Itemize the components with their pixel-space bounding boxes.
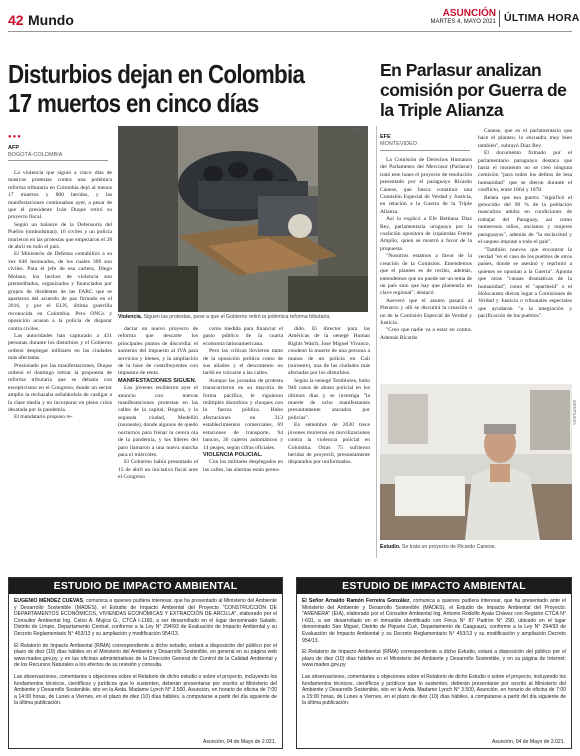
main-col2-paragraph: El Gobierno había presentado el 15 de abril un iniciativa fiscal ante el Congreso	[118, 459, 198, 481]
notice-2-paragraph-2: El Relatorio de Impacto Ambiental (RIMA) correspondiente a dicho Estudio, estará a disposición del público por el plazo de diez (10) días hábiles en el Ministerio del Ambiente y Desarrollo Sostenible, y en su página de Internet: www.mades.gov.py	[302, 649, 566, 669]
notice-1	[8, 577, 283, 749]
main-col4-paragraph: dido. El director para las Américas de la oenegé Human Rights Watch, José Miguel Vivanco, condenó la muerte de una persona a manos de un policía en Cali (suroeste), una de las ciudades más afectadas por los disturbios.	[288, 326, 370, 377]
main-col3-paragraph: Pero las críticas llovieron tanto de la oposición política como de sus aliados y el descontento no tardó en volcarse a las calles.	[203, 348, 283, 377]
notice-2-footer: Asunción, 04 de Mayo de 2.021.	[491, 739, 565, 745]
side-col2-paragraph: Relata que esa guerra "significó el genocidio del 90 % de la población masculina adulta en condiciones de trabajar del Paraguay, así como numerosos niños, ancianos y mujeres paraguayos", además de "la esclavitud y el saqueo impune a todo el país".	[478, 194, 572, 246]
main-col3-paragraph: como medida para financiar el gasto público de la cuarta economía latinoamericana.	[203, 326, 283, 347]
main-col4-paragraph: Según la oenegé Temblores, hubo 940 casos de abuso policial en los últimos días y se investiga "la muerte de ocho manifestantes presuntamente atacados por policías".	[288, 377, 370, 421]
main-col3-subheading: VIOLENCIA POLICIAL.	[203, 451, 263, 458]
side-col2-paragraph: Canese, que es el parlamentario que hace el planteo, lo encuadra muy bien también", subrayó Díaz Rey.	[478, 128, 572, 149]
side-col2-paragraph: "También nuevos que encontrar la verdad "en el caso de los pueblos de otros países, donde se asesinó y reprimió a quienes se oponían a la Guerra". Apunta que otras "causas dramáticas de la humanidad", como el "apartheid" o el Holocausto dieron lugar a Comisiones de Verdad y Justicia o tribunales especiales que ayudaron "a la integración y pacificación de los pueblos".	[478, 246, 572, 320]
side-col2-paragraph: El documento firmado por el parlamentario paraguayo destaca que hasta el momento no se creó ninguna comisión "para todos los delitos de lesa humanidad" que se dieron durante el conflicto, entre 1864 y 1870.	[478, 150, 572, 194]
notice-1-paragraph-1: , comunica a quienes pudiera interesar, que ha presentado al Ministerio del Ambiente y Desarrollo Sostenible (MADES), el Estudio de Impacto Ambiental del Proyecto "CONSTRUCCIÓN DE DEPARTAMENTOS ECONÓMICOS, VIVIENDAS ECONÓMICAS Y EXTRACCIÓN DE ARCILLA", elaborado por el Consultor Ambiental Ing. Celso A. Mujica G., CTCA I-1160, a ser desarrollado en el lugar denominado Salado, Distrito de Limpio, Departamento Central, conforme a la Ley N° 294/93 de Evaluación de Impacto Ambiental y su Decreto Reglamentario N° 453/13 y su ampliación y modificación 954/13.	[14, 598, 277, 637]
main-byline-agency: AFP	[8, 145, 19, 151]
portrait-caption-lead: Estudio.	[380, 544, 401, 550]
main-col3-paragraph: Aunque las jornadas de protesta transcurrieron en su mayoría de forma pacífica, le siguieron múltiples disturbios y choques con la fuerza pública. Hubo afectaciones en 313 establecimientos comerciales, 69 estaciones de transporte, 94 bancos, 36 cajeros automáticos y 14 peajes, según cifras oficiales.	[203, 377, 283, 451]
side-col1-paragraph: Así lo explicó a Efe Bettiana Díaz Rey, parlamentaria uruguaya por la coalición opositora de izquierdas Frente Amplio, quien se mostró a favor de la propuesta.	[380, 216, 472, 252]
portrait-credit: GENTILEZA	[572, 400, 577, 426]
notice-2-heading: ESTUDIO DE IMPACTO AMBIENTAL	[297, 578, 571, 594]
caption-text: Siguen las protestas, pese a que el Gobierno retiró la polémica reforma tributaria.	[142, 314, 331, 320]
main-col1-paragraph: El mandatario propuso re-	[14, 414, 73, 421]
main-col1-paragraph: Presionado por las manifestaciones, Duque ordenó el domingo retirar la propuesta de reforma tributaria que se debatía con escepticismo en el Congreso, donde un sector amplio la rechazaba señalándola de castigar a la clase media y no incorporar en pleno crisis desatada por la pandemia.	[8, 362, 112, 413]
main-column-4	[288, 326, 370, 467]
column-rule	[376, 126, 377, 558]
photo-credit: EFE	[355, 127, 364, 132]
photo-caption	[118, 314, 370, 320]
notice-2-body	[297, 594, 571, 716]
main-col1-paragraph: Las autoridades han capturado a 431 personas durante los disturbios y el Gobierno ordenó desplegar militares en las ciudades más afectadas.	[8, 332, 112, 362]
issue-date: MARTES 4, MAYO 2021	[430, 19, 496, 25]
main-col1-paragraph: Según un balance de la Defensoría del Pueblo (ombudsman), 16 civiles y un policía murieron en las protestas que empezaron el 28 de abril en todo el país.	[8, 221, 112, 251]
main-headline: Disturbios dejan en Colombia 17 muertos en cinco días	[8, 59, 305, 118]
notice-2-paragraph-3: Las observaciones, comentarios u objeciones sobre el Relatorio de dicho Estudio o sobre el proyecto, incluyendo los fundamentos técnicos, científicos y jurídicos que lo sustenten, deberán presentarse por escrito al Ministerio del Ambiente y Desarrollo Sostenible, sito en la Avda. Madame Lynch N° 3.500, Asunción, en horario de oficina de 7:00 a 15:00 horas, de Lunes a Viernes, en el plazo de diez (10) días hábiles, a computarse a partir del día siguiente de la última publicación.	[302, 673, 566, 707]
main-col1-paragraph: La violencia que siguió a cinco días de masivas protestas contra una polémica reforma tributaria en Colombia dejó al menos 17 muertos y 800 heridos, y las manifestaciones continuaban ayer, a pesar de que el presidente Iván Duque retiró su proyecto fiscal.	[8, 170, 112, 221]
portrait-caption-text: Se trata un proyecto de Ricardo Canese.	[400, 544, 496, 550]
notice-1-footer: Asunción, 04 de Mayo de 2.021.	[202, 739, 276, 745]
page-number: 42	[8, 12, 24, 28]
main-column-2	[118, 326, 198, 482]
side-headline: En Parlasur analizan comisión por Guerra de la Triple Alianza	[380, 60, 567, 120]
page-header	[0, 0, 580, 34]
main-col2-subheading: MANIFESTACIONES SIGUEN.	[118, 377, 197, 384]
side-byline-rule	[380, 150, 470, 151]
main-col4-paragraph: En setiembre de 2020 trece jóvenes murieron en movilizaciones contra la violencia policial en Colombia. Otras 75 sufrieron heridas de proyectil, presuntamente disparados por uniformados.	[288, 422, 370, 466]
notice-2-paragraph-1: , comunica a quienes pudiera interesar, que ha presentado ante el Ministerio del Ambiente y Desarrollo Sostenible (MADES), el Estudio de Impacto Ambiental del Proyecto: "ARENERA" (EIA), elaborado por el Consultor Ambiental Ing. Antonio Rodolfo Ayala Chávez con Registro CTCA N° I-691, a ser desarrollado en el inmueble identificado con Finca N° 87 Padrón N° 290, ubicado en el lugar denominado San Miguel, Distrito de Piquete Cué, Departamento de Caaguazú, conforme a la Ley N° 294/93 de Evaluación de Impacto Ambiental y su Decreto Reglamentario N° 453/13 y su modificación y ampliación Decreto 954/13.	[302, 598, 566, 644]
side-column-2	[478, 128, 572, 321]
portrait-photo-graphic	[380, 384, 572, 540]
main-col1-paragraph: El Ministerio de Defensa contabilizó a su vez 846 lesionados, de los cuales 306 son civiles. Para el jefe de esa cartera, Diego Molano, los hechos de violencia son premeditados, organizados y financiados por grupos de disidentes de las FARC que se apartaron del acuerdo de paz firmado en el 2016, y por el ELN, última guerrilla reconocida en Colombia. Pero ONGs y oposición acusan a la policía de disparar contra civiles.	[8, 251, 112, 332]
main-column-1	[8, 170, 112, 422]
main-column-3	[203, 326, 283, 474]
side-column-1	[380, 157, 472, 342]
portrait-caption	[380, 544, 572, 550]
main-col2-paragraph: dactar un nuevo proyecto de reforma que descarte los principales puntos de discordia: el aumento del impuesto al IVA para servicios y bienes, y la ampliación de la base de contribuyentes con impuesto de renta.	[118, 326, 198, 377]
caption-lead: Violencia.	[118, 314, 143, 320]
byline-rule	[8, 160, 108, 161]
side-col1-paragraph: La Comisión de Derechos Humanos del Parlamento del Mercosur (Parlasur) trató este lunes el proyecto de resolución presentado por el paraguayo Ricardo Canese, que busca constituir una Comisión Especial de Verdad y Justicia, en relación a la Guerra de la Triple Alianza.	[380, 157, 472, 215]
notice-1-paragraph-2: El Relatorio de Impacto Ambiental (RIMA) correspondiente a dicho estudio, estará a disposición del público por el plazo de diez (10) días hábiles en el Ministerio del Ambiente y Desarrollo Sostenible, en general en su página web www.mades.gov.py, y en las oficinas administrativas de la Dirección General de Control de la Calidad Ambiental y de los Recursos Naturales a los efectos de su revisión y consulta.	[14, 642, 277, 669]
section-name: Mundo	[28, 12, 74, 28]
main-byline-place: BOGOTÁ-COLOMBIA	[8, 152, 63, 158]
header-tag: ÚLTIMA HORA	[504, 12, 580, 24]
side-col1-paragraph: "Creo que nadie va a estar en contra. Además Ricardo	[380, 327, 472, 341]
main-col2-paragraph: Los jóvenes recibieron ayer el anuncio con nuevas manifestaciones protestan en las calles de la capital, Bogotá, y la segunda ciudad, Medellín (noroeste), donde algunos de quedó nocturnos para frenar la cerera ola de la pandemia, y los líderes del paro llamaron a una nueva marcha para el miércoles.	[118, 385, 198, 458]
header-rule	[8, 31, 572, 32]
side-byline-agency: EFE	[380, 134, 391, 140]
protest-photo	[118, 126, 368, 312]
brand-name: ASUNCIÓN	[442, 8, 496, 19]
main-col3-paragraph: Con los militares desplegados en las calles, las alarmas están preno-	[203, 459, 283, 473]
portrait-photo	[380, 384, 572, 540]
notice-1-paragraph-3: Las observaciones, comentarios u objeciones sobre el Relatorio de dicho estudio o sobre el proyecto, incluyendo los fundamentos técnicos, científicos y jurídicos que lo sustenten, deberán presentarse por escrito al Ministerio del Ambiente y Desarrollo Sostenible, sito en la Avda. Madame Lynch N° 3.500, Asunción, en horario de oficina de 7:00 a 14:00 horas, de Lunes a Viernes, en el plazo de diez (10) días hábiles, a computarse a partir del día siguiente de la última publicación.	[14, 673, 277, 707]
side-byline-place: MONTEVIDEO	[380, 141, 417, 147]
dots-icon: ●●●	[8, 134, 22, 140]
notice-2	[296, 577, 572, 749]
notice-1-heading: ESTUDIO DE IMPACTO AMBIENTAL	[9, 578, 282, 594]
side-col1-paragraph: Aseveró que el asunto pasará al Plenario y allí se discutirá la creación o no de la Comisión Especial de Verdad y Justicia.	[380, 297, 472, 326]
notice-1-applicant: EUGENIO MÉNDEZ CUEVAS	[14, 598, 83, 604]
notice-2-applicant: El Señor Arnaldo Ramón Ferreira González	[302, 598, 410, 604]
notice-1-body	[9, 594, 282, 716]
header-divider	[499, 10, 500, 27]
protest-photo-graphic	[118, 126, 368, 312]
side-col1-paragraph: "Nosotros estamos a favor de la creación de la Comisión. Entendemos que el planteo es de recibo, además, entendemos que no puede ser un tema de un país sino que hay que plantearlo en clave regional", destacó.	[380, 253, 472, 297]
